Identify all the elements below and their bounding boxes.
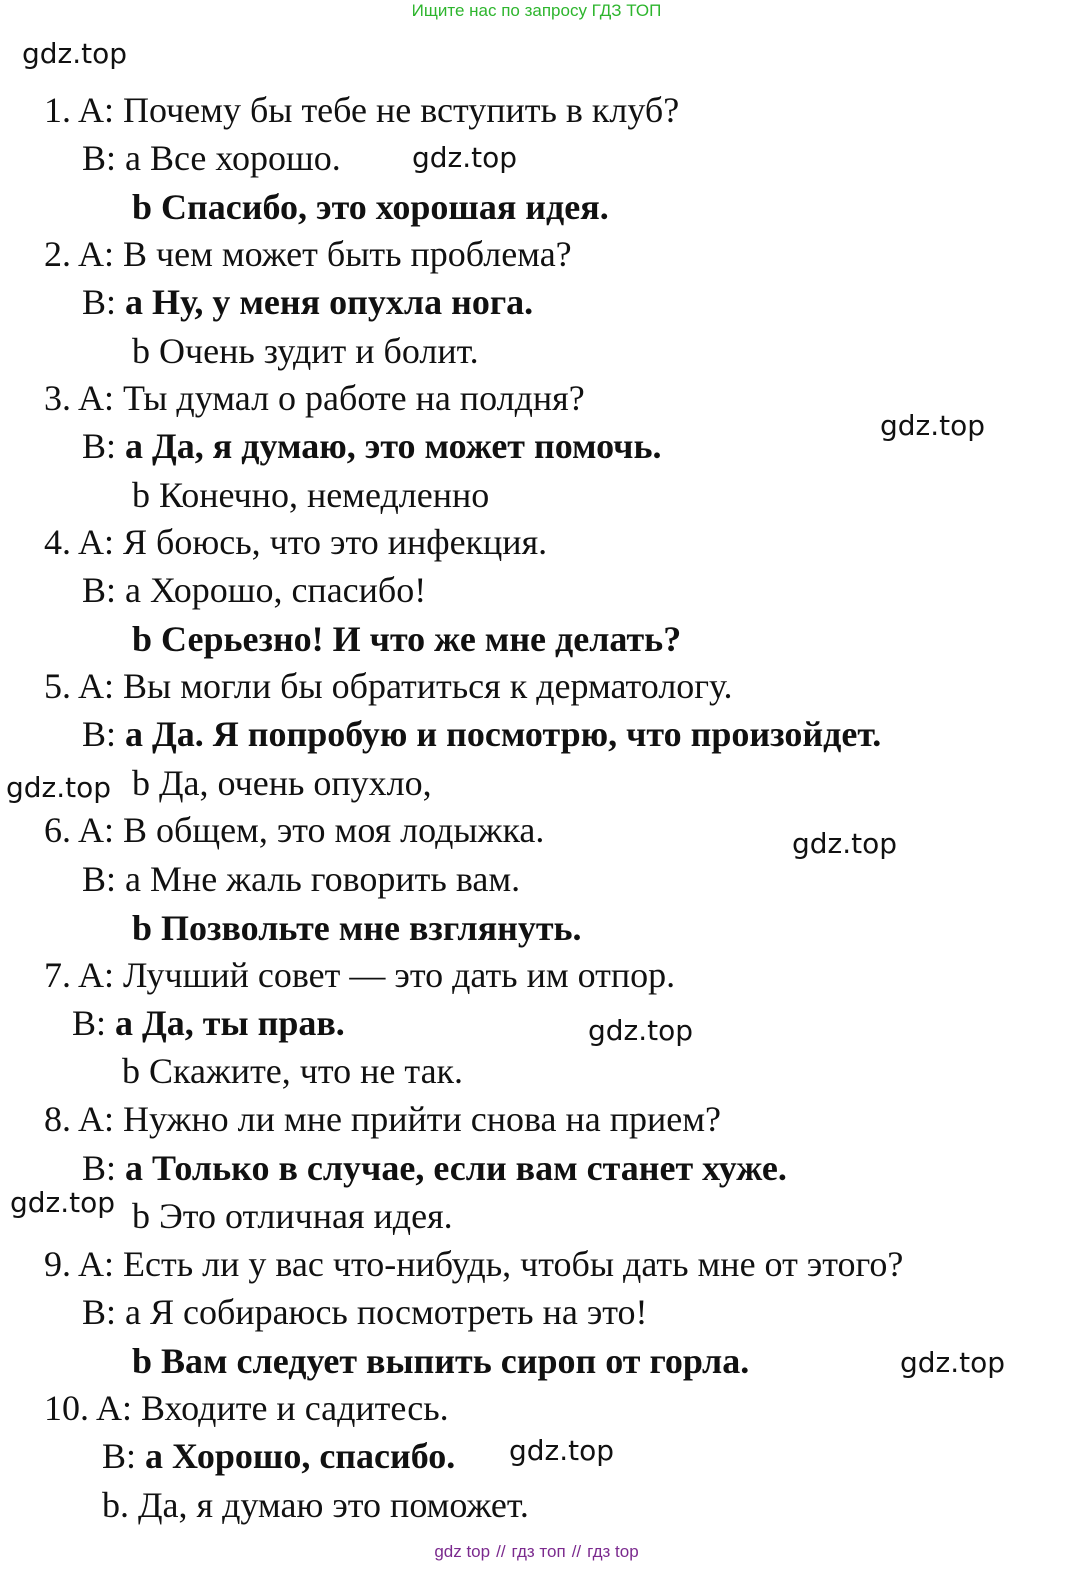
answer-line: b Скажите, что не так.	[122, 1051, 464, 1091]
answer-line: b Серьезно! И что же мне делать?	[132, 619, 682, 659]
question-line: 5. A: Вы могли бы обратиться к дерматологу.	[44, 666, 733, 706]
question-line: 8. A: Нужно ли мне прийти снова на прием?	[44, 1099, 721, 1139]
answer-line	[102, 1436, 455, 1476]
question-line: 6. A: В общем, это моя лодыжка.	[44, 810, 545, 850]
footer-separator: //	[496, 1542, 506, 1561]
question-line: 1. A: Почему бы тебе не вступить в клуб?	[44, 90, 680, 130]
footer-link[interactable]: гдз top	[587, 1542, 639, 1561]
top-banner: Ищите нас по запросу ГДЗ ТОП	[411, 1, 662, 20]
answer-prefix: B:	[82, 1148, 126, 1188]
question-line: 10. A: Входите и садитесь.	[44, 1388, 449, 1428]
answer-line: B: a Я собираюсь посмотреть на это!	[82, 1292, 648, 1332]
watermark: gdz.top	[792, 827, 898, 860]
footer-separator: //	[571, 1542, 582, 1561]
watermark: gdz.top	[22, 37, 128, 70]
watermark: gdz.top	[588, 1014, 694, 1047]
question-line: 4. A: Я боюсь, что это инфекция.	[44, 522, 548, 562]
answer-line: b Позвольте мне взглянуть.	[132, 908, 582, 948]
answer-line: B: a Все хорошо.	[82, 138, 341, 178]
answer-prefix: B:	[82, 426, 126, 466]
answer-line: B: a Мне жаль говорить вам.	[82, 859, 521, 899]
correct-answer: a Только в случае, если вам станет хуже.	[125, 1148, 787, 1188]
watermark: gdz.top	[880, 409, 986, 442]
answer-line	[82, 426, 662, 466]
correct-answer: a Да. Я попробую и посмотрю, что произойдет.	[125, 714, 882, 754]
answer-prefix: B:	[72, 1003, 116, 1043]
answer-line: b Очень зудит и болит.	[132, 331, 479, 371]
answer-prefix: B:	[82, 714, 126, 754]
answer-line: b. Да, я думаю это поможет.	[102, 1485, 529, 1525]
answer-line	[82, 1148, 787, 1188]
watermark: gdz.top	[509, 1434, 615, 1467]
answer-line: b Вам следует выпить сироп от горла.	[132, 1341, 750, 1381]
watermark: gdz.top	[900, 1346, 1006, 1379]
correct-answer: a Да, ты прав.	[115, 1003, 345, 1043]
footer-links	[0, 1542, 1073, 1562]
answer-line	[82, 282, 533, 322]
question-line: 2. A: В чем может быть проблема?	[44, 234, 572, 274]
answer-line: b Да, очень опухло,	[132, 763, 432, 803]
answer-line	[72, 1003, 345, 1043]
correct-answer: a Хорошо, спасибо.	[145, 1436, 456, 1476]
question-line: 7. A: Лучший совет — это дать им отпор.	[44, 955, 676, 995]
question-line: 3. A: Ты думал о работе на полдня?	[44, 378, 585, 418]
footer-link[interactable]: гдз топ	[511, 1542, 566, 1561]
answer-prefix: B:	[82, 282, 126, 322]
correct-answer: a Да, я думаю, это может помочь.	[125, 426, 662, 466]
answer-line: b Конечно, немедленно	[132, 475, 490, 515]
answer-line	[82, 714, 881, 754]
answer-line: B: a Хорошо, спасибо!	[82, 570, 427, 610]
watermark: gdz.top	[6, 771, 112, 804]
answer-line: b Спасибо, это хорошая идея.	[132, 187, 609, 227]
question-line: 9. A: Есть ли у вас что-нибудь, чтобы дать мне от этого?	[44, 1244, 904, 1284]
correct-answer: a Ну, у меня опухла нога.	[125, 282, 534, 322]
watermark: gdz.top	[412, 141, 518, 174]
watermark: gdz.top	[10, 1186, 116, 1219]
answer-line: b Это отличная идея.	[132, 1196, 453, 1236]
answer-prefix: B:	[102, 1436, 146, 1476]
footer-link[interactable]: gdz top	[434, 1542, 491, 1561]
